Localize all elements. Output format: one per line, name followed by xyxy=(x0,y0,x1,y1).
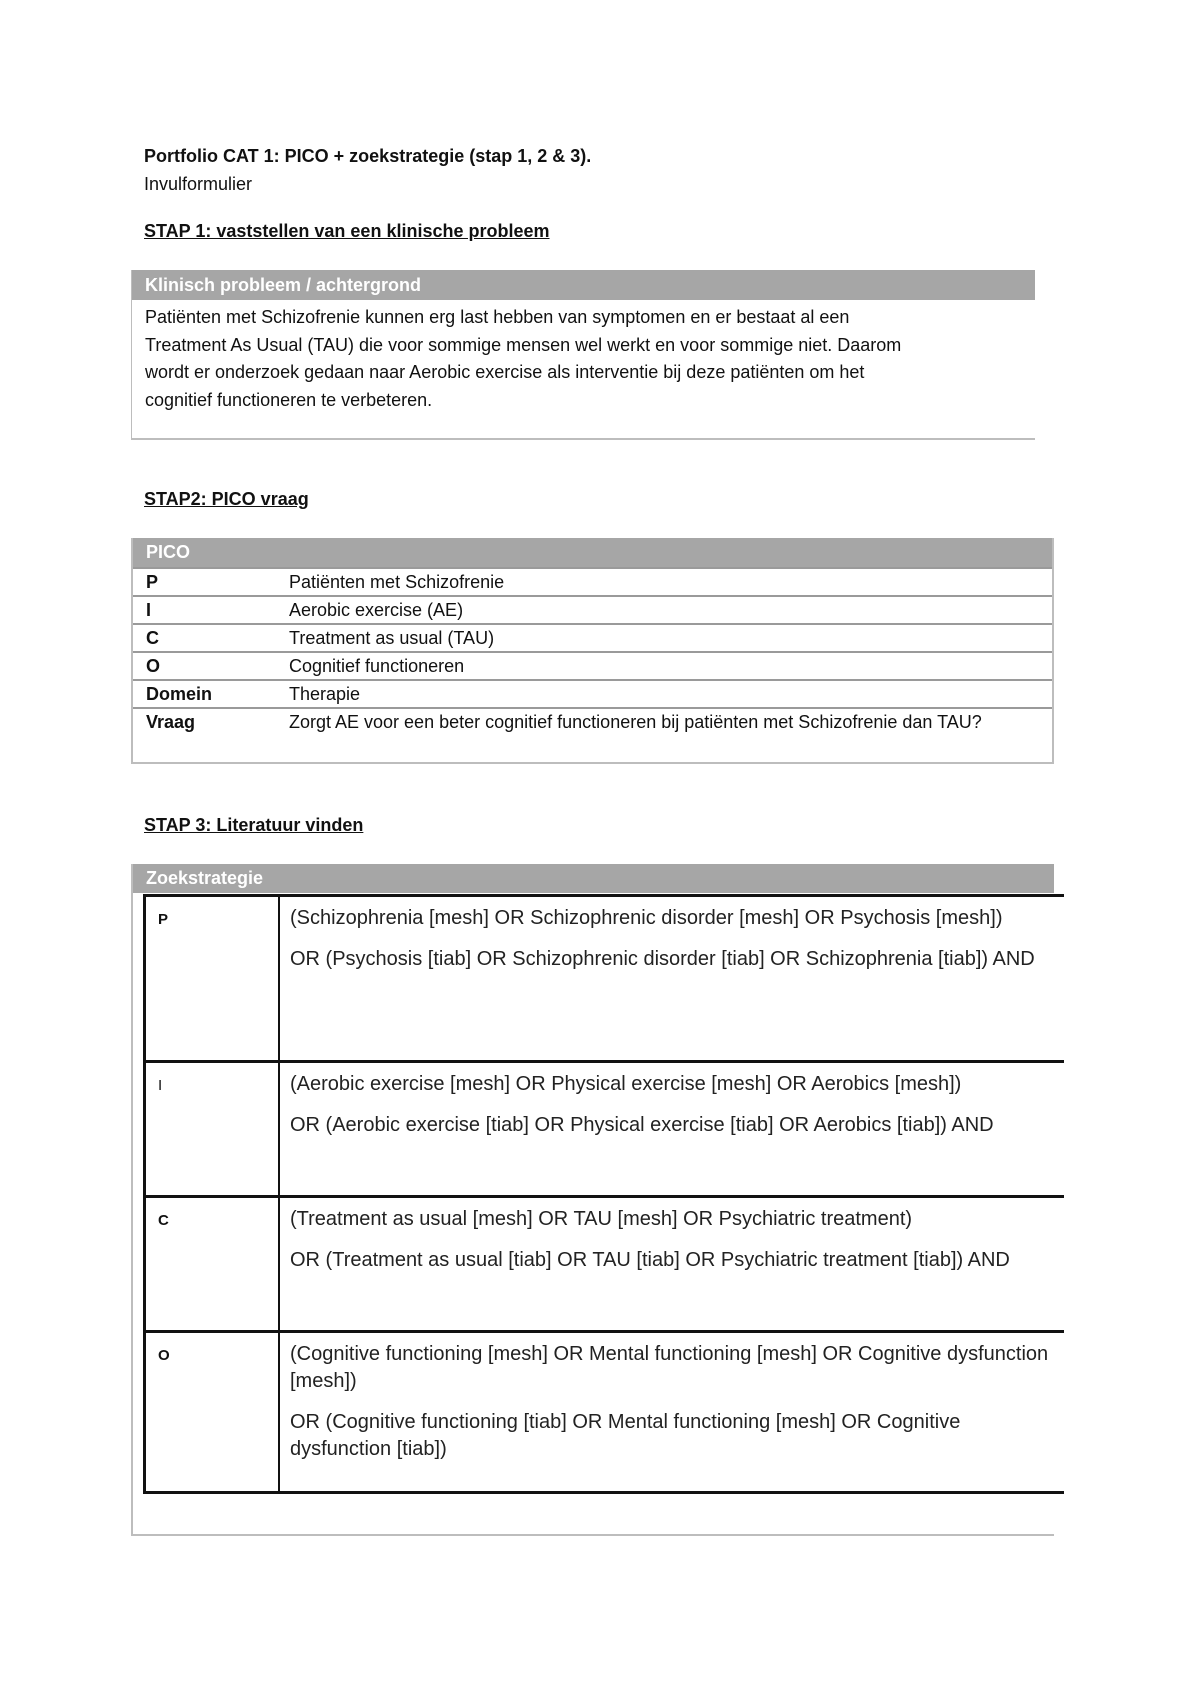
pico-key: Vraag xyxy=(146,712,196,732)
search-strategy-box xyxy=(131,864,1054,1536)
strategy-key: P xyxy=(146,897,280,1060)
pico-key: O xyxy=(146,656,161,676)
strategy-tiab-line: OR (Cognitive functioning [tiab] OR Mental functioning [mesh] OR Cognitive dysfunction [tiab]) xyxy=(290,1411,961,1460)
pico-table-header: PICO xyxy=(133,538,1052,567)
clinical-problem-line: wordt er onderzoek gedaan naar Aerobic exercise als interventie bij deze patiënten om het xyxy=(145,362,865,382)
document-subtitle: Invulformulier xyxy=(144,174,253,194)
strategy-mesh-line: (Cognitive functioning [mesh] OR Mental functioning [mesh] OR Cognitive dysfunction [mesh]) xyxy=(290,1343,1049,1392)
pico-value: Therapie xyxy=(289,684,361,704)
pico-row-p xyxy=(133,567,1052,595)
strategy-mesh-line: (Schizophrenia [mesh] OR Schizophrenic disorder [mesh] OR Psychosis [mesh]) xyxy=(290,907,1003,929)
strategy-mesh-line: (Treatment as usual [mesh] OR TAU [mesh] OR Psychiatric treatment) xyxy=(290,1208,913,1230)
clinical-problem-text xyxy=(132,300,1035,414)
document-title: Portfolio CAT 1: PICO + zoekstrategie (stap 1, 2 & 3). xyxy=(144,146,592,166)
clinical-problem-box xyxy=(131,270,1035,440)
strategy-row-p xyxy=(146,894,1064,1060)
search-strategy-table xyxy=(143,894,1064,1494)
clinical-problem-line: Patiënten met Schizofrenie kunnen erg last hebben van symptomen en er bestaat al een xyxy=(145,307,850,327)
strategy-row-c xyxy=(146,1195,1064,1330)
pico-value: Patiënten met Schizofrenie xyxy=(289,572,505,592)
pico-value: Cognitief functioneren xyxy=(289,656,465,676)
strategy-key: I xyxy=(146,1063,280,1195)
pico-row-c xyxy=(133,623,1052,651)
strategy-key: C xyxy=(146,1198,280,1330)
pico-key: P xyxy=(146,572,159,592)
strategy-tiab-line: OR (Treatment as usual [tiab] OR TAU [tiab] OR Psychiatric treatment [tiab]) AND xyxy=(290,1249,1010,1271)
step1-heading: STAP 1: vaststellen van een klinische probleem xyxy=(144,221,550,241)
pico-key: C xyxy=(146,628,159,648)
strategy-value xyxy=(280,897,1064,1060)
pico-row-domein xyxy=(133,679,1052,707)
pico-row-o xyxy=(133,651,1052,679)
clinical-problem-line: cognitief functioneren te verbeteren. xyxy=(145,389,433,410)
step3-heading: STAP 3: Literatuur vinden xyxy=(144,815,364,835)
strategy-mesh-line: (Aerobic exercise [mesh] OR Physical exercise [mesh] OR Aerobics [mesh]) xyxy=(290,1073,962,1095)
pico-row-i xyxy=(133,595,1052,623)
clinical-problem-line: Treatment As Usual (TAU) die voor sommige mensen wel werkt en voor sommige niet. Daarom xyxy=(145,334,902,355)
strategy-key: O xyxy=(146,1333,280,1491)
pico-value: Zorgt AE voor een beter cognitief functioneren bij patiënten met Schizofrenie dan TAU? xyxy=(289,712,982,732)
strategy-row-i xyxy=(146,1060,1064,1195)
pico-value: Aerobic exercise (AE) xyxy=(289,600,464,620)
strategy-tiab-line: OR (Aerobic exercise [tiab] OR Physical exercise [tiab] OR Aerobics [tiab]) AND xyxy=(290,1114,994,1136)
pico-row-vraag xyxy=(133,707,1052,735)
search-strategy-header: Zoekstrategie xyxy=(133,864,1054,893)
pico-key: I xyxy=(146,600,152,620)
pico-key: Domein xyxy=(146,684,213,704)
step2-heading: STAP2: PICO vraag xyxy=(144,489,309,509)
pico-value: Treatment as usual (TAU) xyxy=(289,628,495,648)
clinical-problem-header: Klinisch probleem / achtergrond xyxy=(132,270,1035,300)
strategy-row-o xyxy=(146,1330,1064,1494)
strategy-value xyxy=(280,1063,1064,1195)
strategy-tiab-line: OR (Psychosis [tiab] OR Schizophrenic disorder [tiab] OR Schizophrenia [tiab]) AND xyxy=(290,948,1035,970)
pico-table xyxy=(131,538,1054,764)
strategy-value xyxy=(280,1333,1064,1491)
strategy-value xyxy=(280,1198,1064,1330)
